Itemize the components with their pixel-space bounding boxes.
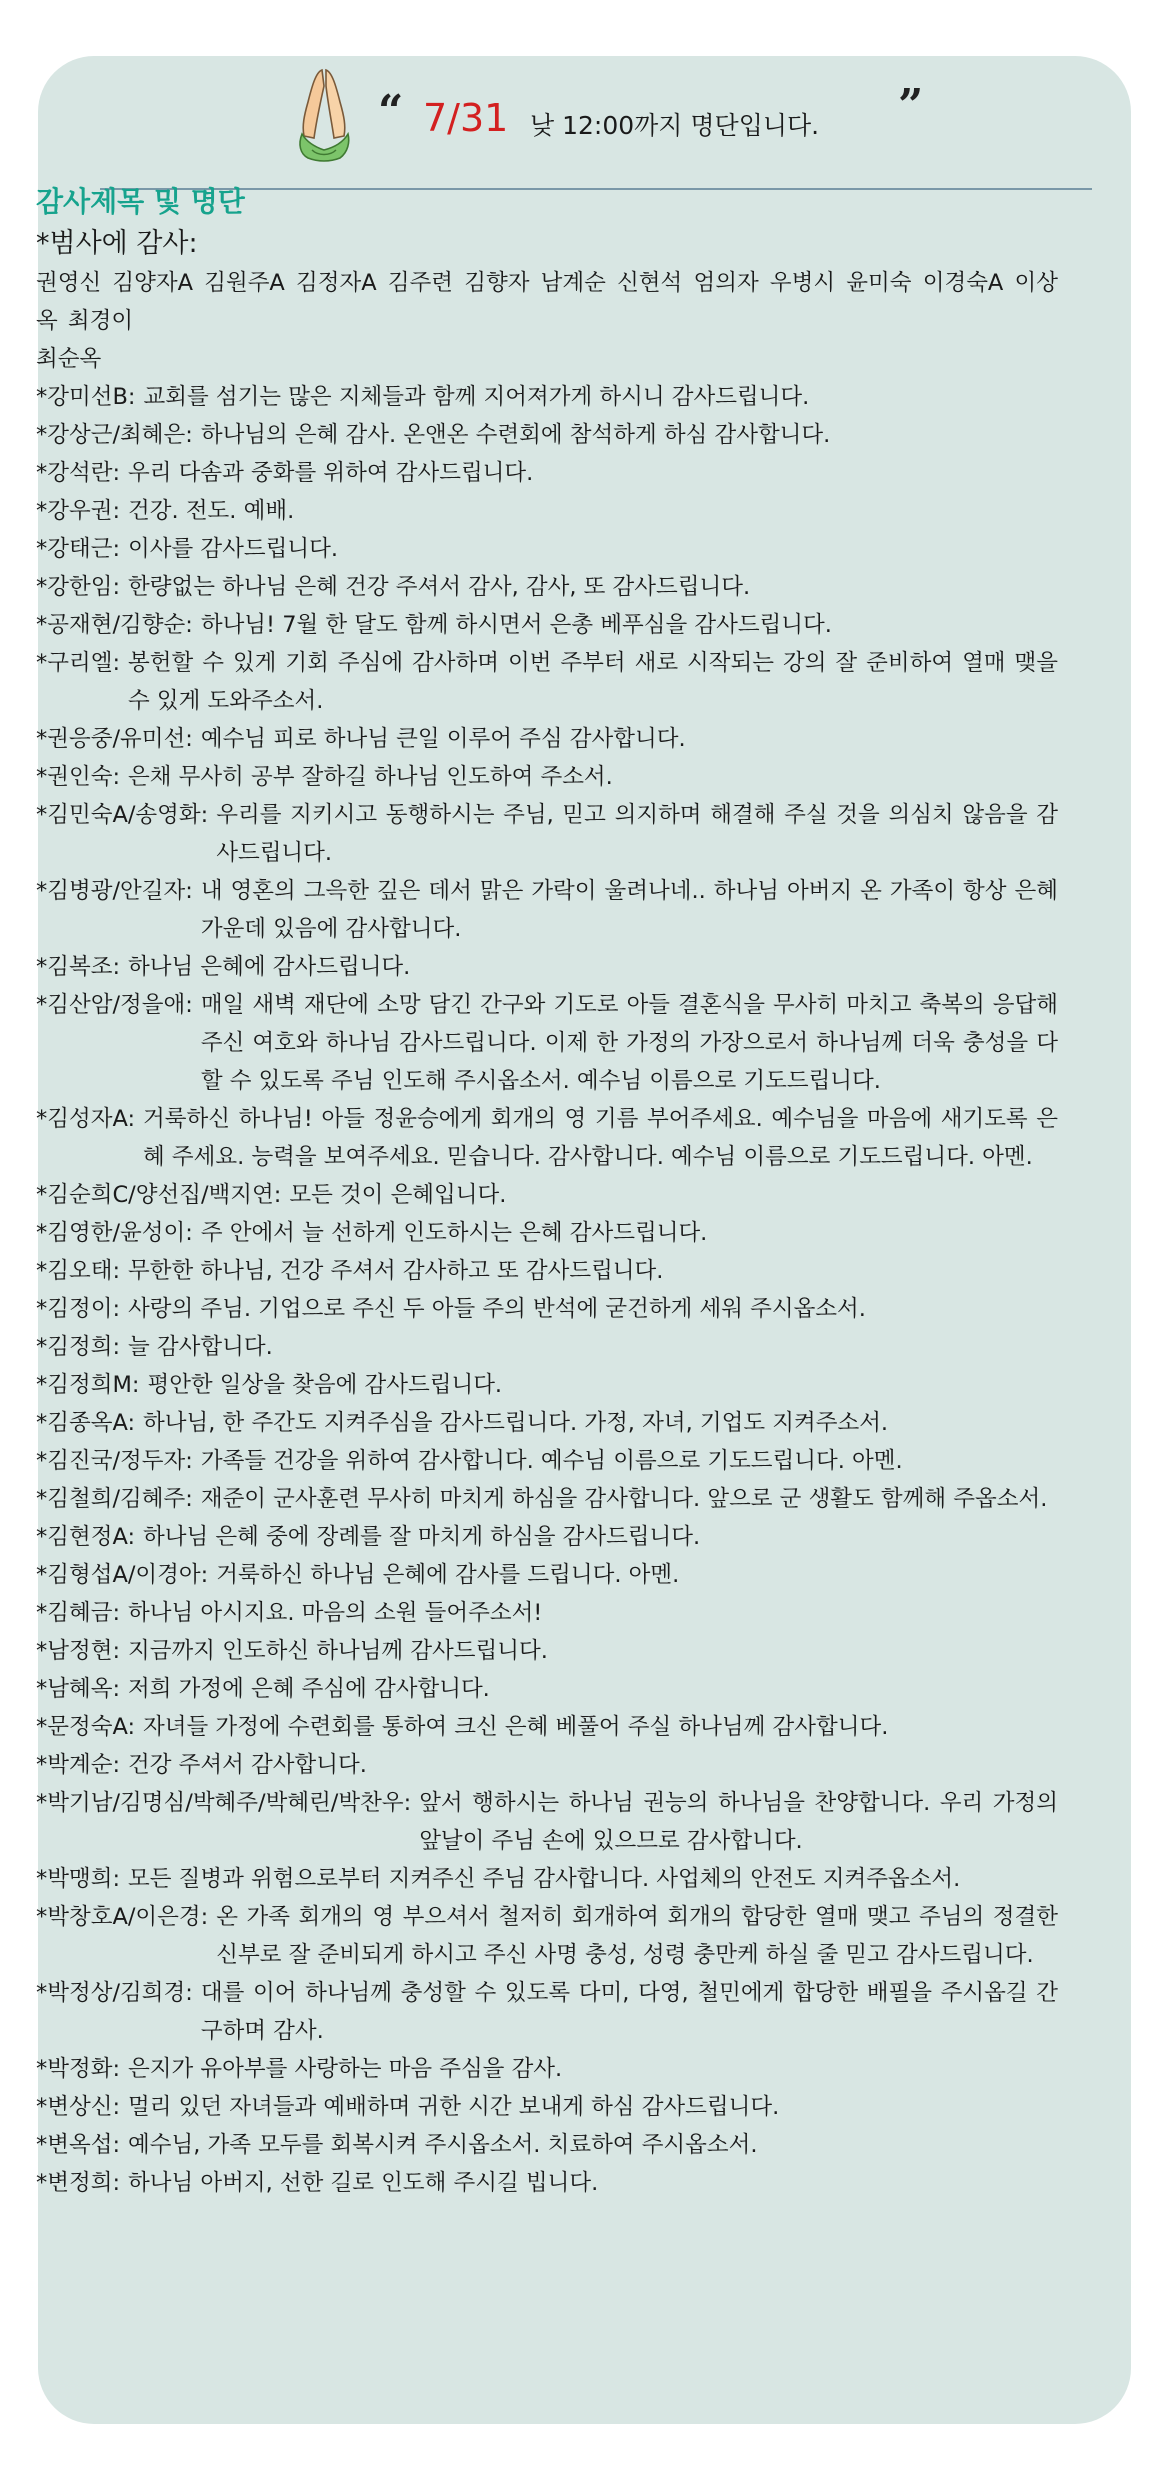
- entry-name: *김종옥A:: [36, 1410, 136, 1436]
- list-item: [36, 1556, 1058, 1594]
- entry-message: 봉헌할 수 있게 기회 주심에 감사하며 이번 주부터 새로 시작되는 강의 잘 준비하여 열매 맺을 수 있게 도와주소서.: [128, 650, 1058, 714]
- entry-name: *강상근/최혜은:: [36, 422, 193, 448]
- entry-message: 가족들 건강을 위하여 감사합니다. 예수님 이름으로 기도드립니다. 아멘.: [200, 1448, 903, 1474]
- list-item: [36, 2088, 1058, 2126]
- entry-message: 하나님의 은혜 감사. 온앤온 수련회에 참석하게 하심 감사합니다.: [200, 422, 831, 448]
- entry-name: *김형섭A/이경아:: [36, 1562, 209, 1588]
- header-date: 7/31: [423, 96, 509, 140]
- list-item: [36, 530, 1058, 568]
- list-item: [36, 1328, 1058, 1366]
- entry-name: *구리엘:: [36, 650, 121, 676]
- entry-name: *김복조:: [36, 954, 121, 980]
- praying-hands-icon: [278, 64, 368, 164]
- entry-name: *강미선B:: [36, 384, 136, 410]
- list-item: [36, 1632, 1058, 1670]
- close-quote: ”: [898, 80, 924, 131]
- list-item: [36, 1366, 1058, 1404]
- list-item: [36, 1480, 1058, 1518]
- entry-name: *박맹희:: [36, 1866, 121, 1892]
- entry-name: *김정희M:: [36, 1372, 140, 1398]
- entry-name: *박정화:: [36, 2056, 121, 2082]
- list-item: [36, 492, 1058, 530]
- entry-message: 하나님 은혜 중에 장례를 잘 마치게 하심을 감사드립니다.: [143, 1524, 701, 1550]
- entry-name: *박정상/김희경:: [36, 1980, 193, 2006]
- list-item: [36, 1252, 1058, 1290]
- entry-message: 우리를 지키시고 동행하시는 주님, 믿고 의지하며 해결해 주실 것을 의심치 않음을 감사드립니다.: [216, 802, 1058, 866]
- entry-message: 이사를 감사드립니다.: [128, 536, 338, 562]
- list-item: [36, 606, 1058, 644]
- entry-name: *김병광/안길자:: [36, 878, 193, 904]
- entry-message: 건강 주셔서 감사합니다.: [128, 1752, 367, 1778]
- names-line: 최순옥: [36, 346, 102, 372]
- entry-message: 늘 감사합니다.: [128, 1334, 273, 1360]
- list-item: [36, 948, 1058, 986]
- entry-name: *김정희:: [36, 1334, 121, 1360]
- entry-message: 거룩하신 하나님! 아들 정윤승에게 회개의 영 기름 부어주세요. 예수님을 마음에 새기도록 은혜 주세요. 능력을 보여주세요. 믿습니다. 감사합니다. 예수님 이름으로 기도드립니다. 아멘.: [143, 1106, 1058, 1170]
- entry-message: 하나님, 한 주간도 지켜주심을 감사드립니다. 가정, 자녀, 기업도 지켜주소서.: [143, 1410, 889, 1436]
- entry-name: *김산암/정을애:: [36, 992, 193, 1018]
- content: [36, 180, 1058, 2202]
- list-item: [36, 1442, 1058, 1480]
- entry-message: 모든 것이 은혜입니다.: [289, 1182, 507, 1208]
- list-item: [36, 2050, 1058, 2088]
- entry-message: 주 안에서 늘 선하게 인도하시는 은혜 감사드립니다.: [200, 1220, 708, 1246]
- list-item: [36, 1974, 1058, 2050]
- entry-message: 한량없는 하나님 은혜 건강 주셔서 감사, 감사, 또 감사드립니다.: [128, 574, 751, 600]
- entry-name: *남정현:: [36, 1638, 121, 1664]
- list-item: [36, 872, 1058, 948]
- entry-name: *남혜옥:: [36, 1676, 121, 1702]
- list-item: [36, 986, 1058, 1100]
- header-text: 낮 12:00까지 명단입니다.: [530, 111, 820, 140]
- list-item: [36, 1214, 1058, 1252]
- list-item: [36, 758, 1058, 796]
- entry-name: *김민숙A/송영화:: [36, 802, 209, 828]
- entry-name: *김혜금:: [36, 1600, 121, 1626]
- entry-message: 온 가족 회개의 영 부으셔서 철저히 회개하여 회개의 합당한 열매 맺고 주님의 정결한 신부로 잘 준비되게 하시고 주신 사명 충성, 성령 충만케 하실 줄 믿고 감사드립니다.: [216, 1904, 1058, 1968]
- entry-message: 하나님 은혜에 감사드립니다.: [128, 954, 411, 980]
- entry-message: 은지가 유아부를 사랑하는 마음 주심을 감사.: [128, 2056, 563, 2082]
- entry-message: 지금까지 인도하신 하나님께 감사드립니다.: [128, 1638, 548, 1664]
- entry-name: *김현정A:: [36, 1524, 136, 1550]
- list-item: [36, 454, 1058, 492]
- entry-name: *권인숙:: [36, 764, 121, 790]
- entry-name: *김순희C/양선집/백지연:: [36, 1182, 282, 1208]
- open-quote: “: [378, 86, 404, 137]
- entry-name: *권응중/유미선:: [36, 726, 193, 752]
- list-item: [36, 1746, 1058, 1784]
- list-item: [36, 1784, 1058, 1860]
- list-item: [36, 1518, 1058, 1556]
- entry-message: 사랑의 주님. 기업으로 주신 두 아들 주의 반석에 굳건하게 세워 주시옵소서.: [128, 1296, 866, 1322]
- entry-name: *강태근:: [36, 536, 121, 562]
- list-item: [36, 1594, 1058, 1632]
- list-item: [36, 2126, 1058, 2164]
- entry-name: *박기남/김명심/박혜주/박혜린/박찬우:: [36, 1790, 412, 1816]
- entry-name: *변옥섭:: [36, 2132, 121, 2158]
- entry-message: 자녀들 가정에 수련회를 통하여 크신 은혜 베풀어 주실 하나님께 감사합니다.: [143, 1714, 889, 1740]
- list-item: [36, 1100, 1058, 1176]
- list-item: [36, 1290, 1058, 1328]
- entry-message: 하나님 아시지요. 마음의 소원 들어주소서!: [128, 1600, 543, 1626]
- entry-name: *김철희/김혜주:: [36, 1486, 193, 1512]
- entry-message: 무한한 하나님, 건강 주셔서 감사하고 또 감사드립니다.: [128, 1258, 664, 1284]
- names-list: [36, 264, 1058, 372]
- list-item: [36, 1670, 1058, 1708]
- entry-name: *김성자A:: [36, 1106, 136, 1132]
- entry-name: *강석란:: [36, 460, 121, 486]
- entry-message: 내 영혼의 그윽한 깊은 데서 맑은 가락이 울려나네.. 하나님 아버지 온 가족이 항상 은혜 가운데 있음에 감사합니다.: [200, 878, 1058, 942]
- section-title: 감사제목 및 명단: [36, 185, 245, 218]
- list-item: [36, 796, 1058, 872]
- list-item: [36, 416, 1058, 454]
- entry-message: 저희 가정에 은혜 주심에 감사합니다.: [128, 1676, 490, 1702]
- entry-message: 하나님! 7월 한 달도 함께 하시면서 은총 베푸심을 감사드립니다.: [200, 612, 832, 638]
- entry-name: *박창호A/이은경:: [36, 1904, 209, 1930]
- spacer: [36, 340, 1058, 378]
- entry-message: 거룩하신 하나님 은혜에 감사를 드립니다. 아멘.: [216, 1562, 680, 1588]
- list-item: [36, 1860, 1058, 1898]
- entry-name: *변상신:: [36, 2094, 121, 2120]
- list-item: [36, 644, 1058, 720]
- entry-message: 건강. 전도. 예배.: [128, 498, 295, 524]
- entry-message: 대를 이어 하나님께 충성할 수 있도록 다미, 다영, 철민에게 합당한 배필을 주시옵길 간구하며 감사.: [200, 1980, 1058, 2044]
- entry-message: 예수님 피로 하나님 큰일 이루어 주심 감사합니다.: [200, 726, 686, 752]
- entry-name: *김정이:: [36, 1296, 121, 1322]
- list-item: [36, 1708, 1058, 1746]
- list-item: [36, 1404, 1058, 1442]
- entry-name: *문정숙A:: [36, 1714, 136, 1740]
- entry-name: *김진국/정두자:: [36, 1448, 193, 1474]
- entry-message: 모든 질병과 위험으로부터 지켜주신 주님 감사합니다. 사업체의 안전도 지켜주옵소서.: [128, 1866, 961, 1892]
- entry-message: 평안한 일상을 찾음에 감사드립니다.: [147, 1372, 503, 1398]
- entry-name: *김영한/윤성이:: [36, 1220, 193, 1246]
- list-item: [36, 720, 1058, 758]
- header: [38, 56, 1131, 186]
- entry-message: 앞서 행하시는 하나님 권능의 하나님을 찬양합니다. 우리 가정의 앞날이 주님 손에 있으므로 감사합니다.: [419, 1790, 1058, 1854]
- entry-message: 멀리 있던 자녀들과 예배하며 귀한 시간 보내게 하심 감사드립니다.: [128, 2094, 780, 2120]
- entry-message: 매일 새벽 재단에 소망 담긴 간구와 기도로 아들 결혼식을 무사히 마치고 축복의 응답해 주신 여호와 하나님 감사드립니다. 이제 한 가정의 가장으로서 하나님께 더욱 충성을 다할 수 있도록 주님 인도해 주시옵소서. 예수님 이름으로 기도드립니다.: [200, 992, 1058, 1094]
- entry-name: *공재현/김향순:: [36, 612, 193, 638]
- list-item: [36, 1898, 1058, 1974]
- entry-name: *변정희:: [36, 2170, 121, 2196]
- entry-name: *김오태:: [36, 1258, 121, 1284]
- list-item: [36, 568, 1058, 606]
- entry-message: 하나님 아버지, 선한 길로 인도해 주시길 빕니다.: [128, 2170, 599, 2196]
- list-item: [36, 2164, 1058, 2202]
- list-item: [36, 378, 1058, 416]
- entry-name: *강한임:: [36, 574, 121, 600]
- names-line: 권영신 김양자A 김원주A 김정자A 김주련 김향자 남계순 신현석 엄의자 우병시 윤미숙 이경숙A 이상옥 최경이: [36, 270, 1058, 334]
- entry-message: 은채 무사히 공부 잘하길 하나님 인도하여 주소서.: [128, 764, 613, 790]
- list-item: [36, 1176, 1058, 1214]
- entry-name: *박계순:: [36, 1752, 121, 1778]
- entry-message: 재준이 군사훈련 무사히 마치게 하심을 감사합니다. 앞으로 군 생활도 함께해 주옵소서.: [200, 1486, 1048, 1512]
- section-subtitle: *범사에 감사:: [36, 228, 198, 259]
- entry-message: 우리 다솜과 중화를 위하여 감사드립니다.: [128, 460, 534, 486]
- entries-list: [36, 378, 1058, 2202]
- entry-message: 교회를 섬기는 많은 지체들과 함께 지어져가게 하시니 감사드립니다.: [143, 384, 810, 410]
- entry-name: *강우권:: [36, 498, 121, 524]
- entry-message: 예수님, 가족 모두를 회복시켜 주시옵소서. 치료하여 주시옵소서.: [128, 2132, 758, 2158]
